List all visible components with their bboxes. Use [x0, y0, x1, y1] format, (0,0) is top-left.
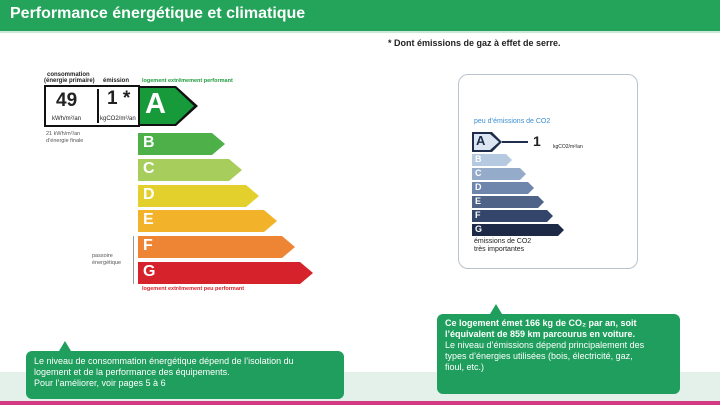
energy-class-c: [138, 159, 242, 181]
consumption-header-line1: consommation: [47, 72, 90, 78]
emissions-info-line2: types d’énergies utilisées (bois, électricité, gaz,: [445, 351, 633, 361]
callout-right-pointer: [490, 304, 502, 314]
energy-class-b: [138, 133, 225, 155]
value-separator: [97, 89, 99, 123]
emissions-info-callout: [437, 314, 680, 394]
emissions-info-line1: Le niveau d’émissions dépend principalement des: [445, 340, 645, 350]
energy-info-line2: logement et de la performance des équipements.: [34, 367, 230, 377]
ges-high-label: [474, 238, 531, 254]
ges-e-letter: E: [475, 196, 482, 206]
class-e-shape: [138, 210, 277, 232]
passoire-line1: passoire: [92, 253, 113, 259]
ges-a-letter: A: [476, 133, 486, 148]
final-energy-line1: 21 kWh/m²/an: [46, 131, 81, 137]
consumption-header-line2: (énergie primaire): [44, 78, 95, 84]
consumption-value: 49: [56, 90, 78, 111]
ges-f-letter: F: [475, 210, 481, 220]
energy-class-f: [138, 236, 295, 258]
class-g-shape: [138, 262, 313, 284]
class-b-letter: B: [143, 134, 155, 151]
energy-info-line1: Le niveau de consommation énergétique dépend de l’isolation du: [34, 356, 294, 366]
ges-g-shape: [472, 224, 564, 236]
energy-info-callout: [26, 351, 344, 399]
footer-accent-line: [0, 401, 720, 405]
class-a-letter: A: [145, 88, 166, 120]
callout-left-pointer: [59, 341, 71, 351]
ghg-footnote: * Dont émissions de gaz à effet de serre.: [388, 38, 561, 48]
ges-f-shape: [472, 210, 553, 222]
ges-high-line1: émissions de CO2: [474, 238, 532, 245]
energy-class-g: [138, 262, 313, 284]
ges-value-connector: [502, 141, 528, 143]
class-d-letter: D: [143, 186, 155, 203]
final-energy-line2: d’énergie finale: [46, 138, 84, 144]
class-e-letter: E: [143, 211, 154, 228]
ges-unit: kgCO2/m²/an: [553, 144, 583, 150]
ges-class-c: [472, 168, 526, 180]
class-f-shape: [138, 236, 295, 258]
best-performance-label: logement extrêmement performant: [142, 78, 233, 84]
ges-d-letter: D: [475, 182, 482, 192]
page-title: Performance énergétique et climatique: [10, 5, 306, 22]
ges-value: 1: [533, 133, 541, 149]
consumption-unit: kWh/m²/an: [52, 116, 82, 122]
worst-performance-label: logement extrêmement peu performant: [142, 286, 245, 292]
ges-high-line2: très importantes: [474, 246, 525, 253]
dpe-value-box: [44, 85, 140, 127]
ges-low-label: peu d’émissions de CO2: [474, 118, 551, 125]
ges-class-g: [472, 224, 564, 236]
ges-e-shape: [472, 196, 544, 208]
header-divider: [0, 31, 720, 33]
header-bar: [0, 0, 720, 31]
passoire-bracket: [133, 236, 134, 284]
emissions-info-line3: fioul, etc.): [445, 362, 485, 372]
emissions-info-bold1: Ce logement émet 166 kg de CO₂ par an, soit: [445, 318, 637, 328]
emission-unit: kgCO2/m²/an: [100, 116, 136, 122]
energy-class-e: [138, 210, 277, 232]
ges-g-letter: G: [475, 224, 483, 234]
ges-c-letter: C: [475, 168, 482, 178]
emission-header: émission: [103, 78, 130, 84]
ges-class-a-current: [472, 132, 502, 152]
energy-class-a-current: [138, 86, 198, 126]
passoire-line2: énergétique: [92, 260, 122, 266]
class-f-letter: F: [143, 237, 153, 254]
emission-value: 1 *: [107, 88, 131, 109]
emissions-info-bold2: l’équivalent de 859 km parcourus en voiture.: [445, 329, 636, 339]
class-d-shape: [138, 185, 259, 207]
energy-info-line3: Pour l’améliorer, voir pages 5 à 6: [34, 378, 166, 388]
ges-b-letter: B: [475, 154, 482, 164]
ges-class-b: [472, 154, 512, 166]
ges-class-f: [472, 210, 553, 222]
ges-class-e: [472, 196, 544, 208]
class-c-letter: C: [143, 160, 155, 177]
class-g-letter: G: [143, 263, 156, 280]
ges-class-d: [472, 182, 534, 194]
energy-class-d: [138, 185, 259, 207]
